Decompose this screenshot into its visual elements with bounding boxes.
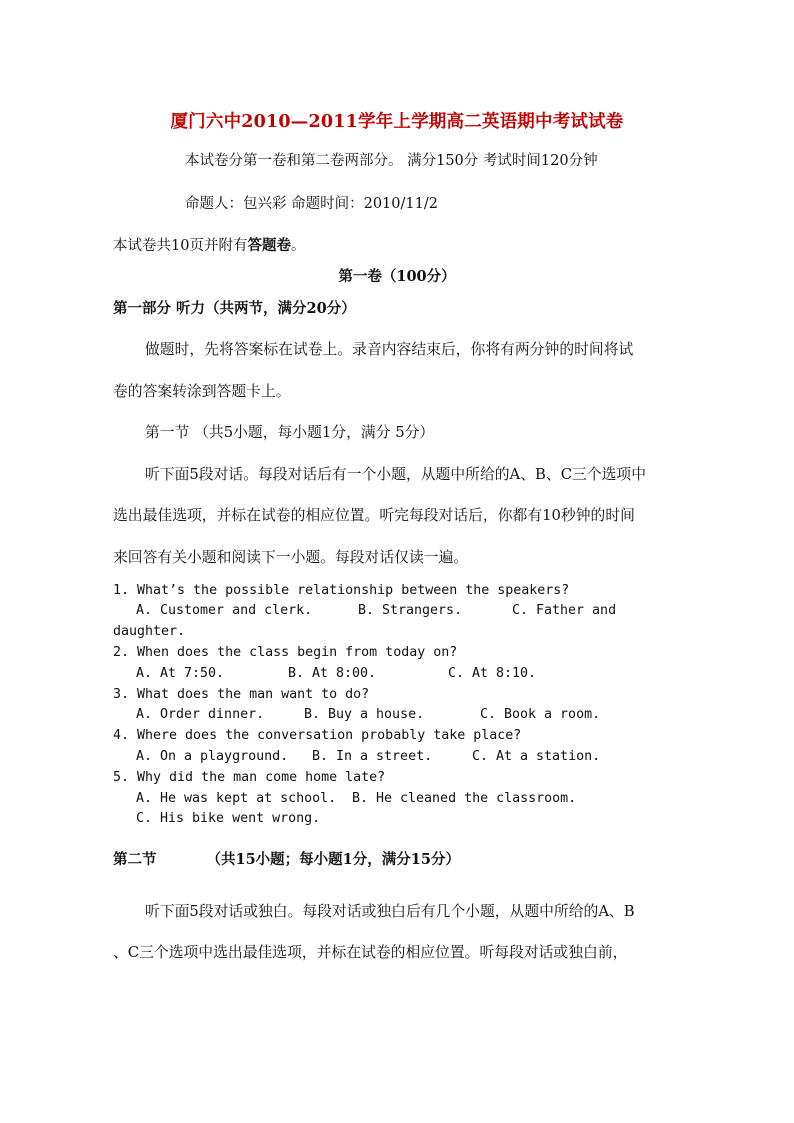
option-c: C. His bike went wrong.	[136, 811, 321, 826]
option-a: A. At 7:50.	[136, 666, 225, 681]
option-b: B. At 8:00.	[288, 666, 377, 681]
section2-heading	[113, 851, 460, 869]
pages-note	[113, 237, 305, 255]
option-b: B. Strangers.	[358, 603, 463, 618]
section1-intro-line2: 选出最佳选项，并标在试卷的相应位置。听完每段对话后，你都有10秒钟的时间	[113, 507, 635, 524]
volume1-heading: 第一卷（100分）	[338, 268, 456, 285]
question-stem-1: 1. What’s the possible relationship between the speakers?	[113, 583, 570, 598]
part1-heading: 第一部分 听力（共两节，满分20分）	[113, 300, 356, 317]
question-stem-4: 4. Where does the conversation probably take place?	[113, 728, 522, 743]
option-b: B. He cleaned the classroom.	[352, 791, 577, 806]
section2-intro-line1: 听下面5段对话或独白。每段对话或独白后有几个小题，从题中所给的A、B	[145, 903, 635, 920]
question-stem-5: 5. Why did the man come home late?	[113, 770, 386, 785]
option-a: A. On a playground.	[136, 749, 289, 764]
section1-heading: 第一节 （共5小题，每小题1分，满分 5分）	[145, 424, 435, 441]
option-b: B. Buy a house.	[304, 707, 425, 722]
section2-intro-line2: 、C三个选项中选出最佳选项，并标在试卷的相应位置。听每段对话或独白前，	[113, 944, 628, 961]
option-c-continuation: daughter.	[113, 624, 186, 639]
option-c: C. Book a room.	[480, 707, 601, 722]
option-a: A. Customer and clerk.	[136, 603, 313, 618]
exam-title: 厦门六中2010—2011学年上学期高二英语期中考试试卷	[170, 112, 624, 132]
section2-label: 第二节	[113, 851, 157, 868]
author-line: 命题人：包兴彩 命题时间：2010/11/2	[185, 196, 438, 212]
part1-instructions-line1: 做题时，先将答案标在试卷上。录音内容结束后，你将有两分钟的时间将试	[145, 341, 634, 358]
pages-note-suffix: 。	[290, 238, 306, 254]
exam-info-line: 本试卷分第一卷和第二卷两部分。 满分150分 考试时间120分钟	[185, 153, 598, 169]
option-a: A. He was kept at school.	[136, 791, 337, 806]
section1-intro-line3: 来回答有关小题和阅读下一小题。每段对话仅读一遍。	[113, 549, 469, 566]
answer-sheet-label: 答题卷	[247, 237, 291, 254]
pages-note-prefix: 本试卷共10页并附有	[113, 238, 248, 254]
question-stem-2: 2. When does the class begin from today on?	[113, 645, 458, 660]
question-stem-3: 3. What does the man want to do?	[113, 687, 370, 702]
part1-instructions-line2: 卷的答案转涂到答题卡上。	[113, 383, 291, 400]
option-c: C. At a station.	[472, 749, 601, 764]
option-b: B. In a street.	[312, 749, 433, 764]
option-a: A. Order dinner.	[136, 707, 265, 722]
option-c: C. Father and	[512, 603, 617, 618]
section1-intro-line1: 听下面5段对话。每段对话后有一个小题，从题中所给的A、B、C三个选项中	[145, 466, 647, 483]
option-c: C. At 8:10.	[448, 666, 537, 681]
section2-detail: （共15小题；每小题1分，满分15分）	[206, 851, 460, 868]
